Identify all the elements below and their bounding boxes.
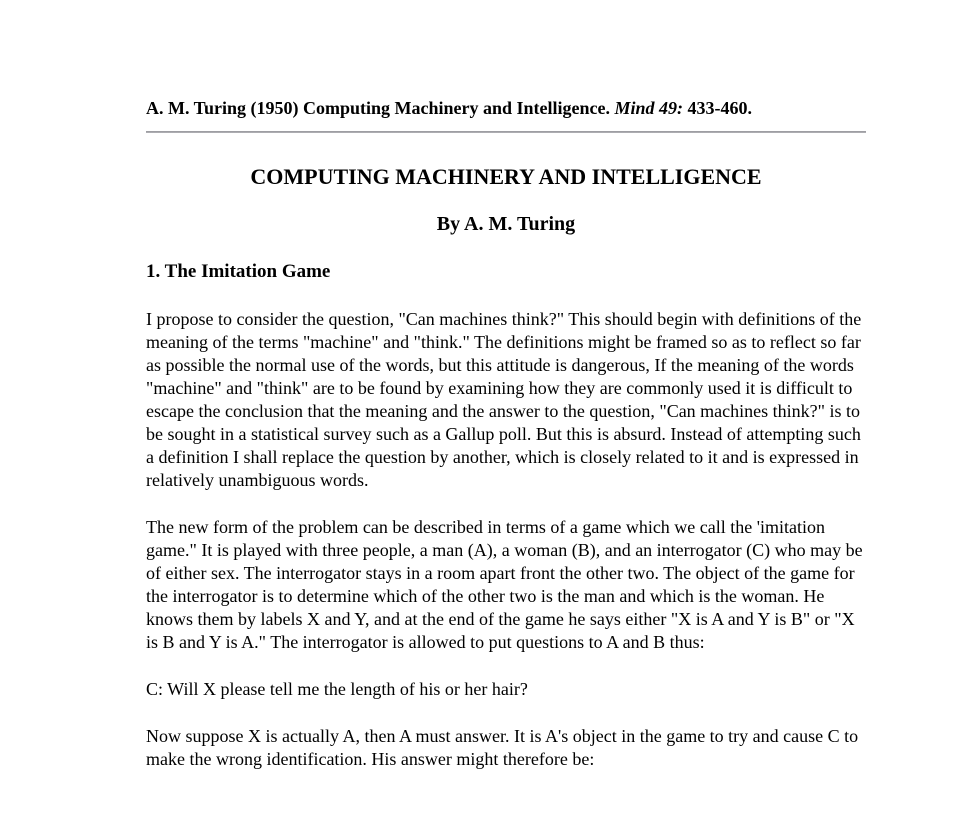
citation-pages: 433-460.	[683, 98, 753, 118]
paragraph-now-suppose: Now suppose X is actually A, then A must answer. It is A's object in the game to try and cause C to make the wrong identification. His answer might therefore be:	[146, 726, 859, 769]
paragraph-game-description: The new form of the problem can be described in terms of a game which we call the 'imitation game." It is played with three people, a man (A), a woman (B), and an interrogator (C) who may be of either sex. The interrogator stays in a room apart front the other two. The object of the game for the interrogator is to determine which of the other two is the man and which is the woman. He knows them by labels X and Y, and at the end of the game he says either "X is A and Y is B" or "X is B and Y is A." The interrogator is allowed to put questions to A and B thus:	[146, 517, 863, 652]
paper-title: COMPUTING MACHINERY AND INTELLIGENCE	[250, 164, 762, 189]
paragraph-intro: I propose to consider the question, "Can machines think?" This should begin with definitions of the meaning of the terms "machine" and "think." The definitions might be framed so as to reflect so far as possible the normal use of the words, but this attitude is dangerous, If the meaning of the words "machine" and "think" are to be found by examining how they are commonly used it is difficult to escape the conclusion that the meaning and the answer to the question, "Can machines think?" is to be sought in a statistical survey such as a Gallup poll. But this is absurd. Instead of attempting such a definition I shall replace the question by another, which is closely related to it and is expressed in relatively unambiguous words.	[146, 309, 862, 490]
horizontal-rule	[146, 131, 866, 133]
section-heading-imitation-game: 1. The Imitation Game	[146, 261, 331, 282]
citation	[146, 97, 866, 120]
citation-lead: A. M. Turing (1950) Computing Machinery and Intelligence.	[146, 98, 615, 118]
article-page	[146, 0, 866, 771]
byline: By A. M. Turing	[436, 213, 576, 235]
citation-journal-ref: Mind 49:	[614, 98, 684, 118]
paragraph-interrogator-question: C: Will X please tell me the length of his or her hair?	[146, 679, 528, 699]
